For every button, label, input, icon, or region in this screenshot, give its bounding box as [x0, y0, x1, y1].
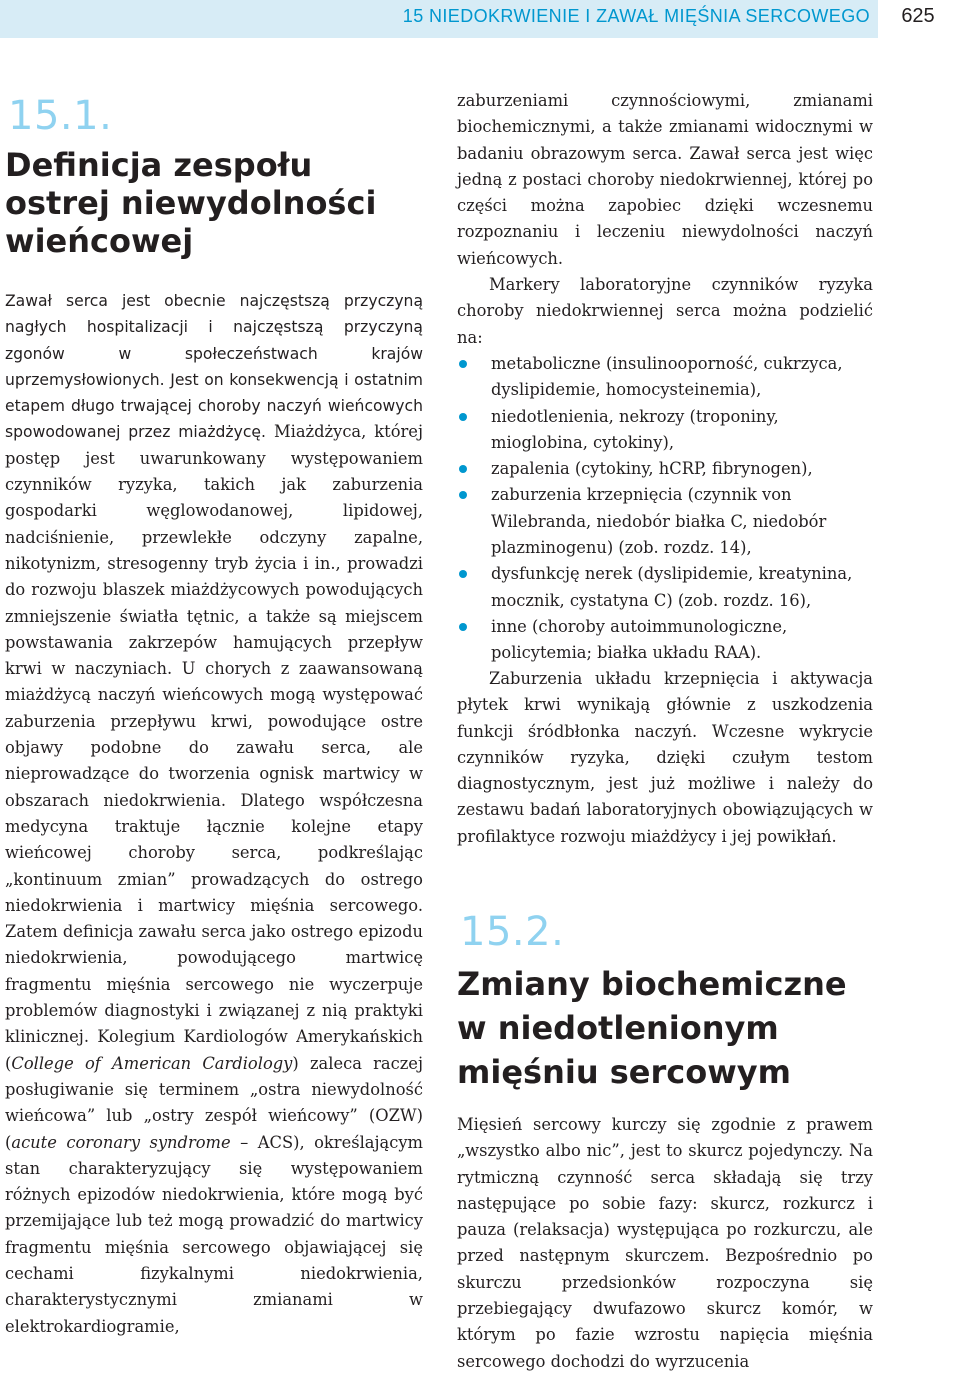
intro-sans-text: Zawał serca jest obecnie najczęstszą przyczyną nagłych hospitalizacji i najczęstszą przyczyną zgonów w społeczeństwach krajów uprzemysłowionych. Jest on konsekwencją i ostatnim etapem długo trwającej choroby naczyń wieńcowych spowodowanej przez miażdżycę.	[5, 292, 423, 442]
section-title	[5, 146, 376, 260]
list-item: dysfunkcję nerek (dyslipidemie, kreatynina, mocznik, cystatyna C) (zob. rozdz. 16),	[457, 561, 873, 614]
section-number: 15.1.	[8, 93, 113, 139]
list-item: zapalenia (cytokiny, hCRP, fibrynogen),	[457, 456, 873, 482]
section-title	[457, 962, 847, 1094]
running-head: 15 NIEDOKRWIENIE I ZAWAŁ MIĘŚNIA SERCOWEGO	[402, 6, 870, 26]
body-text-2: ) zaleca raczej posługiwanie się terminem „ostra niewydolność wieńcowa” lub „ostry zespół wieńcowy” (OZW) (	[5, 1053, 423, 1152]
list-item: zaburzenia krzepnięcia (czynnik von Wilebranda, niedobór białka C, niedobór plazminogenu) (zob. rozdz. 14),	[457, 482, 873, 561]
section-title-line: ostrej niewydolności	[5, 184, 377, 222]
markers-intro: Markery laboratoryjne czynników ryzyka choroby niedokrwiennej serca można podzielić na:	[457, 275, 873, 347]
section-title-line: wieńcowej	[5, 222, 194, 260]
italic-term-2: acute coronary syndrome	[11, 1132, 231, 1152]
section-title-line: mięśniu sercowym	[457, 1053, 791, 1091]
section-body	[5, 288, 423, 1340]
list-item: inne (choroby autoimmunologiczne, policytemia; białka układu RAA).	[457, 614, 873, 667]
coagulation-paragraph: Zaburzenia układu krzepnięcia i aktywacja płytek krwi wynikają głównie z uszkodzenia funkcji śródbłonka naczyń. Wczesne wykrycie czynników ryzyka, dzięki czułym testom diagnostycznym, jest już możliwe i należy do zestawu badań laboratoryjnych obowiązujących w profilaktyce rozwoju miażdżycy i jej powikłań.	[457, 669, 873, 846]
section2-intro: Mięsień sercowy kurczy się zgodnie z prawem „wszystko albo nic”, jest to skurcz pojedynczy. Na rytmiczną czynność serca składają się trzy następujące po sobie fazy: skurcz, rozkurcz i pauza (relaksacja) występująca po rozkurczu, ale przed następnym skurczem. Bezpośrednio po skurczu przedsionków rozpoczyna się przebiegający dwufazowo skurcz komór, w którym po fazie wzrostu napięcia mięśnia sercowego dochodzi do wyrzucenia	[457, 1115, 873, 1371]
section-title-line: Zmiany biochemiczne	[457, 965, 847, 1003]
section-title-line: Definicja zespołu	[5, 146, 313, 184]
section-number: 15.2.	[460, 909, 565, 955]
body-text-1: Miażdżyca, której postęp jest uwarunkowany występowaniem czynników ryzyka, takich jak zaburzenia gospodarki węglowodanowej, lipidowej, nadciśnienie, przewlekłe odczyny zapalne, nikotynizm, stresogenny tryb życia i in., prowadzi do rozwoju blaszek miażdżycowych powodujących zmniejszenie światła tętnic, a także są miejscem powstawania zakrzepów hamujących przepływ krwi w naczyniach. U chorych z zaawansowaną miażdżycą naczyń wieńcowych mogą występować zaburzenia przepływu krwi, powodujące ostre objawy podobne do zawału serca, ale nieprowadzące do tworzenia ognisk martwicy w obszarach niedokrwienia. Dlatego współczesna medycyna traktuje łącznie kolejne etapy wieńcowej choroby serca, podkreślając „kontinuum zmian” prowadzących do ostrego niedokrwienia i martwicy mięśnia sercowego. Zatem definicja zawału serca jako ostrego epizodu niedokrwienia, powodującego martwicę fragmentu mięśnia sercowego nie wyczerpuje problemów diagnostyki i związanej z nią praktyki klinicznej. Kolegium Kardiologów Amerykańskich (	[5, 422, 423, 1073]
continuation-paragraph: zaburzeniami czynnościowymi, zmianami biochemicznymi, a także zmianami widocznymi w badaniu obrazowym serca. Zawał serca jest więc jedną z postaci choroby niedokrwiennej, której po części można zapobiec dzięki wczesnemu rozpoznaniu i leczeniu niewydolności naczyń wieńcowych.	[457, 91, 873, 268]
section-title-line: w niedotlenionym	[457, 1009, 779, 1047]
body-text-3: – ACS), określającym stan charakteryzujący się występowaniem różnych epizodów niedokrwienia, które mogą być przemijające lub też mogą prowadzić do martwicy fragmentu mięśnia sercowego objawiającej się cechami fizykalnymi niedokrwienia, charakterystycznymi zmianami w elektrokardiogramie,	[5, 1132, 423, 1336]
page-number: 625	[901, 5, 935, 27]
italic-term-1: College of American Cardiology	[11, 1053, 293, 1073]
list-item: metaboliczne (insulinooporność, cukrzyca, dyslipidemie, homocysteinemia),	[457, 351, 873, 404]
risk-marker-list	[457, 351, 873, 667]
list-item: niedotlenienia, nekrozy (troponiny, mioglobina, cytokiny),	[457, 404, 873, 457]
